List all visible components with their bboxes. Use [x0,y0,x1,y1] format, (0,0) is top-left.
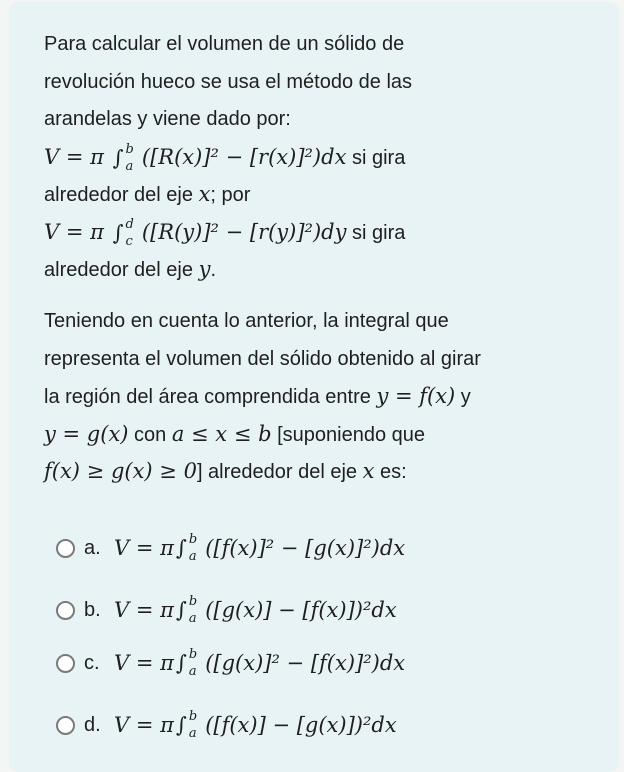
intro-line [44,176,604,214]
math: a ≤ x ≤ b [171,421,272,446]
text: alrededor del eje [44,259,199,281]
integral-sign-icon: ∫ [175,651,187,675]
lower-limit: a [188,664,197,679]
integral-sign-icon: ∫ [175,598,187,622]
text: alrededor del eje [44,184,199,206]
integral-limits [126,143,134,173]
formula-y-axis [44,214,604,252]
formula-body: ([g(x)] − [f(x)])²dx [205,598,397,622]
formula-prefix: V = π [114,598,174,622]
upper-limit: b [188,532,198,547]
formula-prefix: V = π [114,651,174,675]
integral-limits [189,595,197,625]
text: [suponiendo que [271,423,426,446]
text: si gira [346,146,406,169]
text: . [210,259,216,281]
text: es: [374,461,407,483]
text: si gira [346,221,406,244]
formula-x-axis [44,139,604,177]
integral [113,142,134,174]
formula-body: ([R(x)]² − [r(x)]²)dx [141,144,347,169]
math: y = f(x) [376,384,456,408]
upper-limit: b [125,142,134,158]
question-line [44,453,604,491]
upper-limit: b [188,594,198,609]
integral [176,647,197,679]
question-line [44,378,604,416]
intro-line: revolución hueco se usa el método de las [44,70,413,93]
option-a[interactable] [56,528,405,568]
integral [113,217,134,249]
text: con [128,423,172,446]
formula-body: ([R(y)]² − [r(y)]²)dy [141,219,347,244]
radio-button[interactable] [56,539,75,558]
formula-prefix: V = π [114,713,174,737]
integral-limits [189,533,197,563]
integral-limits [126,218,134,248]
text: la región del área comprendida entre [44,386,377,408]
upper-limit: b [188,709,198,724]
radio-button[interactable] [56,654,75,673]
lower-limit: a [125,159,134,175]
option-c[interactable] [56,643,405,683]
math-var: x [198,182,211,206]
math-var: x [362,459,375,483]
formula-prefix: V = π [44,144,111,169]
math: y = g(x) [44,421,129,446]
integral [176,532,197,564]
formula-prefix: V = π [114,536,174,560]
math-var: y [198,257,211,281]
option-letter: a. [84,536,101,559]
lower-limit: a [188,726,197,741]
integral-sign-icon: ∫ [175,713,187,737]
intro-line: arandelas y viene dado por: [44,108,291,130]
radio-button[interactable] [56,601,75,620]
text: ; por [210,184,251,206]
intro-line: Para calcular el volumen de un sólido de [44,33,405,55]
question-text [44,303,604,491]
lower-limit: a [188,549,197,564]
upper-limit: d [125,217,134,233]
formula-body: ([f(x)]² − [g(x)]²)dx [205,536,406,560]
lower-limit: c [125,234,133,250]
question-line: Teniendo en cuenta lo anterior, la integral que [44,310,449,332]
lower-limit: a [188,611,197,626]
question-line [44,416,604,454]
integral-sign-icon: ∫ [175,536,187,560]
text: y [455,386,471,408]
radio-button[interactable] [56,716,75,735]
integral-sign-icon: ∫ [112,146,124,171]
integral-sign-icon: ∫ [112,221,124,246]
formula-body: ([g(x)]² − [f(x)]²)dx [205,651,406,675]
integral [176,709,197,741]
formula-body: ([f(x)] − [g(x)])²dx [205,713,397,737]
integral-limits [189,710,197,740]
formula-prefix: V = π [44,219,111,244]
text: ] alrededor del eje [196,461,363,483]
option-letter: d. [84,713,101,736]
question-line: representa el volumen del sólido obtenido al girar [44,347,481,370]
option-letter: c. [84,651,100,674]
option-d[interactable] [56,705,397,745]
option-b[interactable] [56,590,397,630]
upper-limit: b [188,647,198,662]
math: f(x) ≥ g(x) ≥ 0 [44,459,197,483]
intro-text [44,26,604,289]
intro-line [44,251,604,289]
integral [176,594,197,626]
option-letter: b. [84,598,101,621]
integral-limits [189,648,197,678]
